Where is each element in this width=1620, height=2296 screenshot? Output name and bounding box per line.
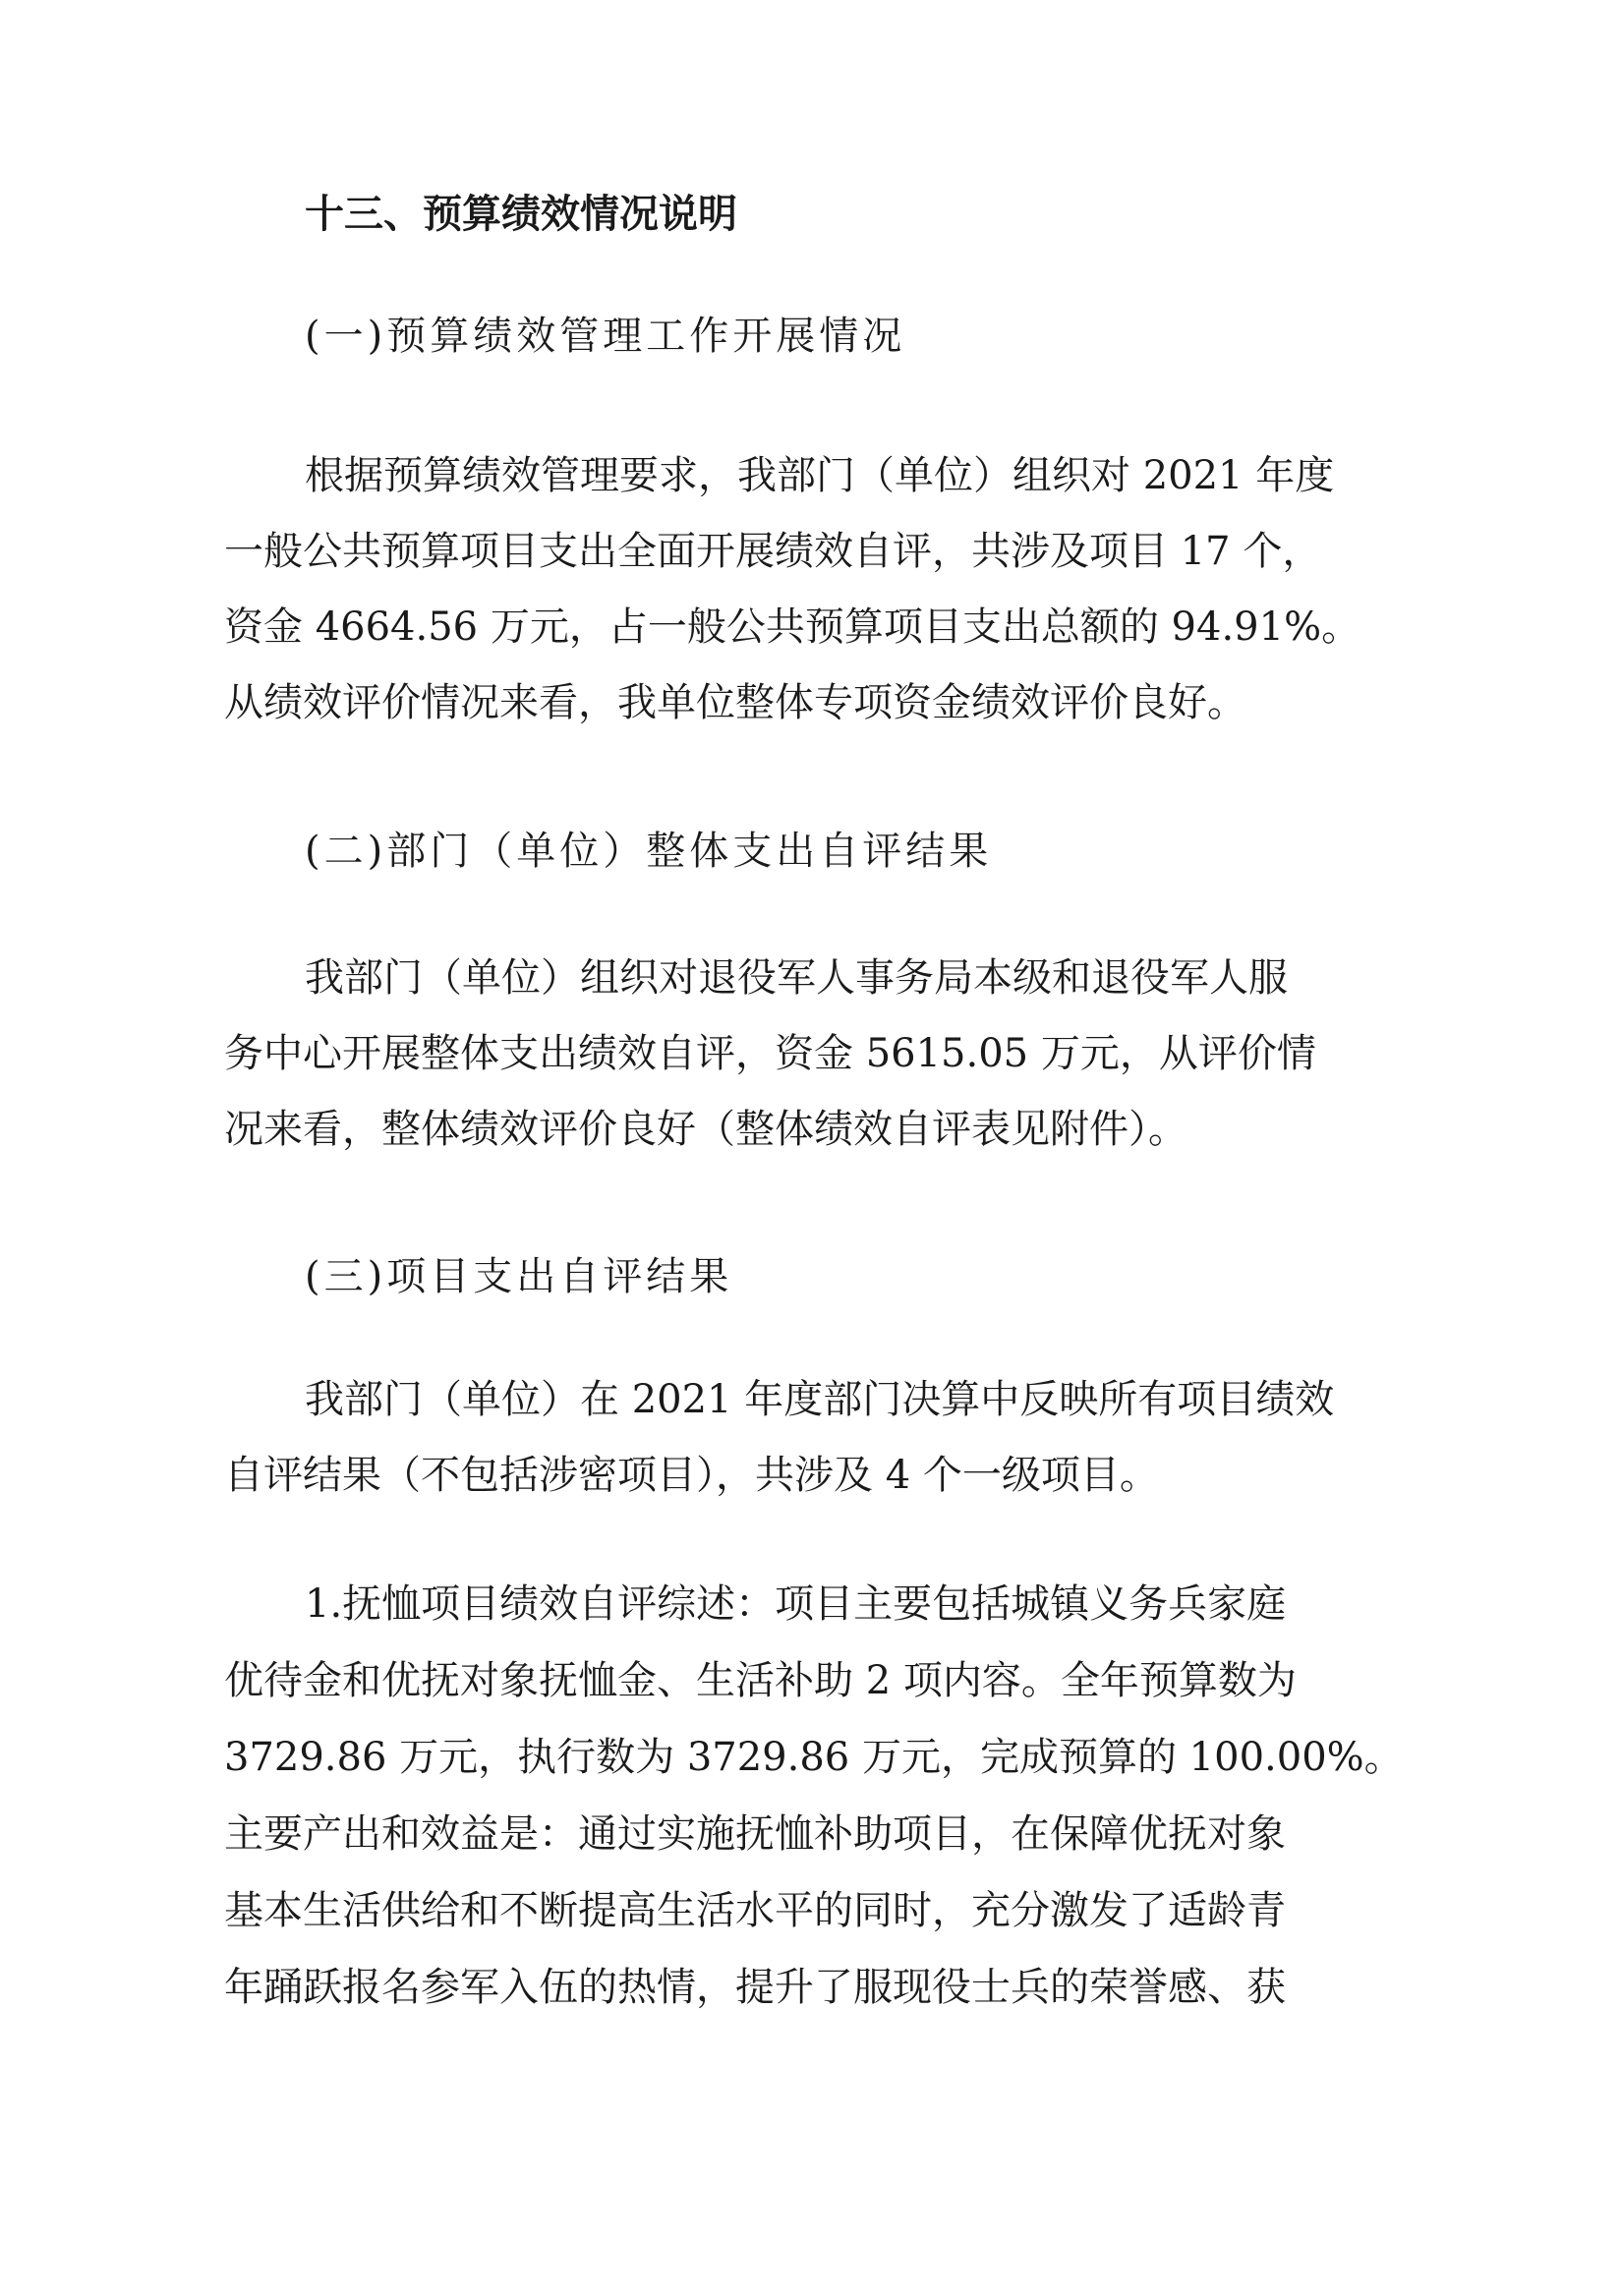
paragraph-line: 务中心开展整体支出绩效自评，资金 5615.05 万元，从评价情 <box>224 1031 1316 1076</box>
paragraph-line: 基本生活供给和不断提高生活水平的同时，充分激发了适龄青 <box>224 1888 1286 1933</box>
paragraph-line: 主要产出和效益是：通过实施抚恤补助项目，在保障优抚对象 <box>224 1811 1286 1857</box>
paragraph-line: 一般公共预算项目支出全面开展绩效自评，共涉及项目 17 个， <box>224 529 1322 574</box>
section-heading: 十三、预算绩效情况说明 <box>305 192 737 237</box>
paragraph-line: 我部门（单位）组织对退役军人事务局本级和退役军人服 <box>305 955 1288 1001</box>
paragraph-line: 况来看，整体绩效评价良好（整体绩效自评表见附件）。 <box>224 1107 1187 1152</box>
paragraph-line: 年踊跃报名参军入伍的热情，提升了服现役士兵的荣誉感、获 <box>224 1965 1286 2010</box>
paragraph-line: 资金 4664.56 万元，占一般公共预算项目支出总额的 94.91%。 <box>224 604 1361 650</box>
paragraph-line: 优待金和优抚对象抚恤金、生活补助 2 项内容。全年预算数为 <box>224 1658 1297 1703</box>
paragraph-line: 自评结果（不包括涉密项目），共涉及 4 个一级项目。 <box>224 1453 1159 1498</box>
subsection-title-1: (一)预算绩效管理工作开展情况 <box>305 314 906 359</box>
paragraph-line: 从绩效评价情况来看，我单位整体专项资金绩效评价良好。 <box>224 680 1246 725</box>
paragraph-line: 1.抚恤项目绩效自评综述：项目主要包括城镇义务兵家庭 <box>305 1581 1287 1627</box>
subsection-title-3: (三)项目支出自评结果 <box>305 1254 733 1299</box>
paragraph-line: 3729.86 万元，执行数为 3729.86 万元，完成预算的 100.00%。 <box>224 1735 1404 1780</box>
paragraph-line: 根据预算绩效管理要求，我部门（单位）组织对 2021 年度 <box>305 453 1335 498</box>
paragraph-line: 我部门（单位）在 2021 年度部门决算中反映所有项目绩效 <box>305 1377 1335 1422</box>
subsection-title-2: (二)部门（单位）整体支出自评结果 <box>305 829 993 874</box>
